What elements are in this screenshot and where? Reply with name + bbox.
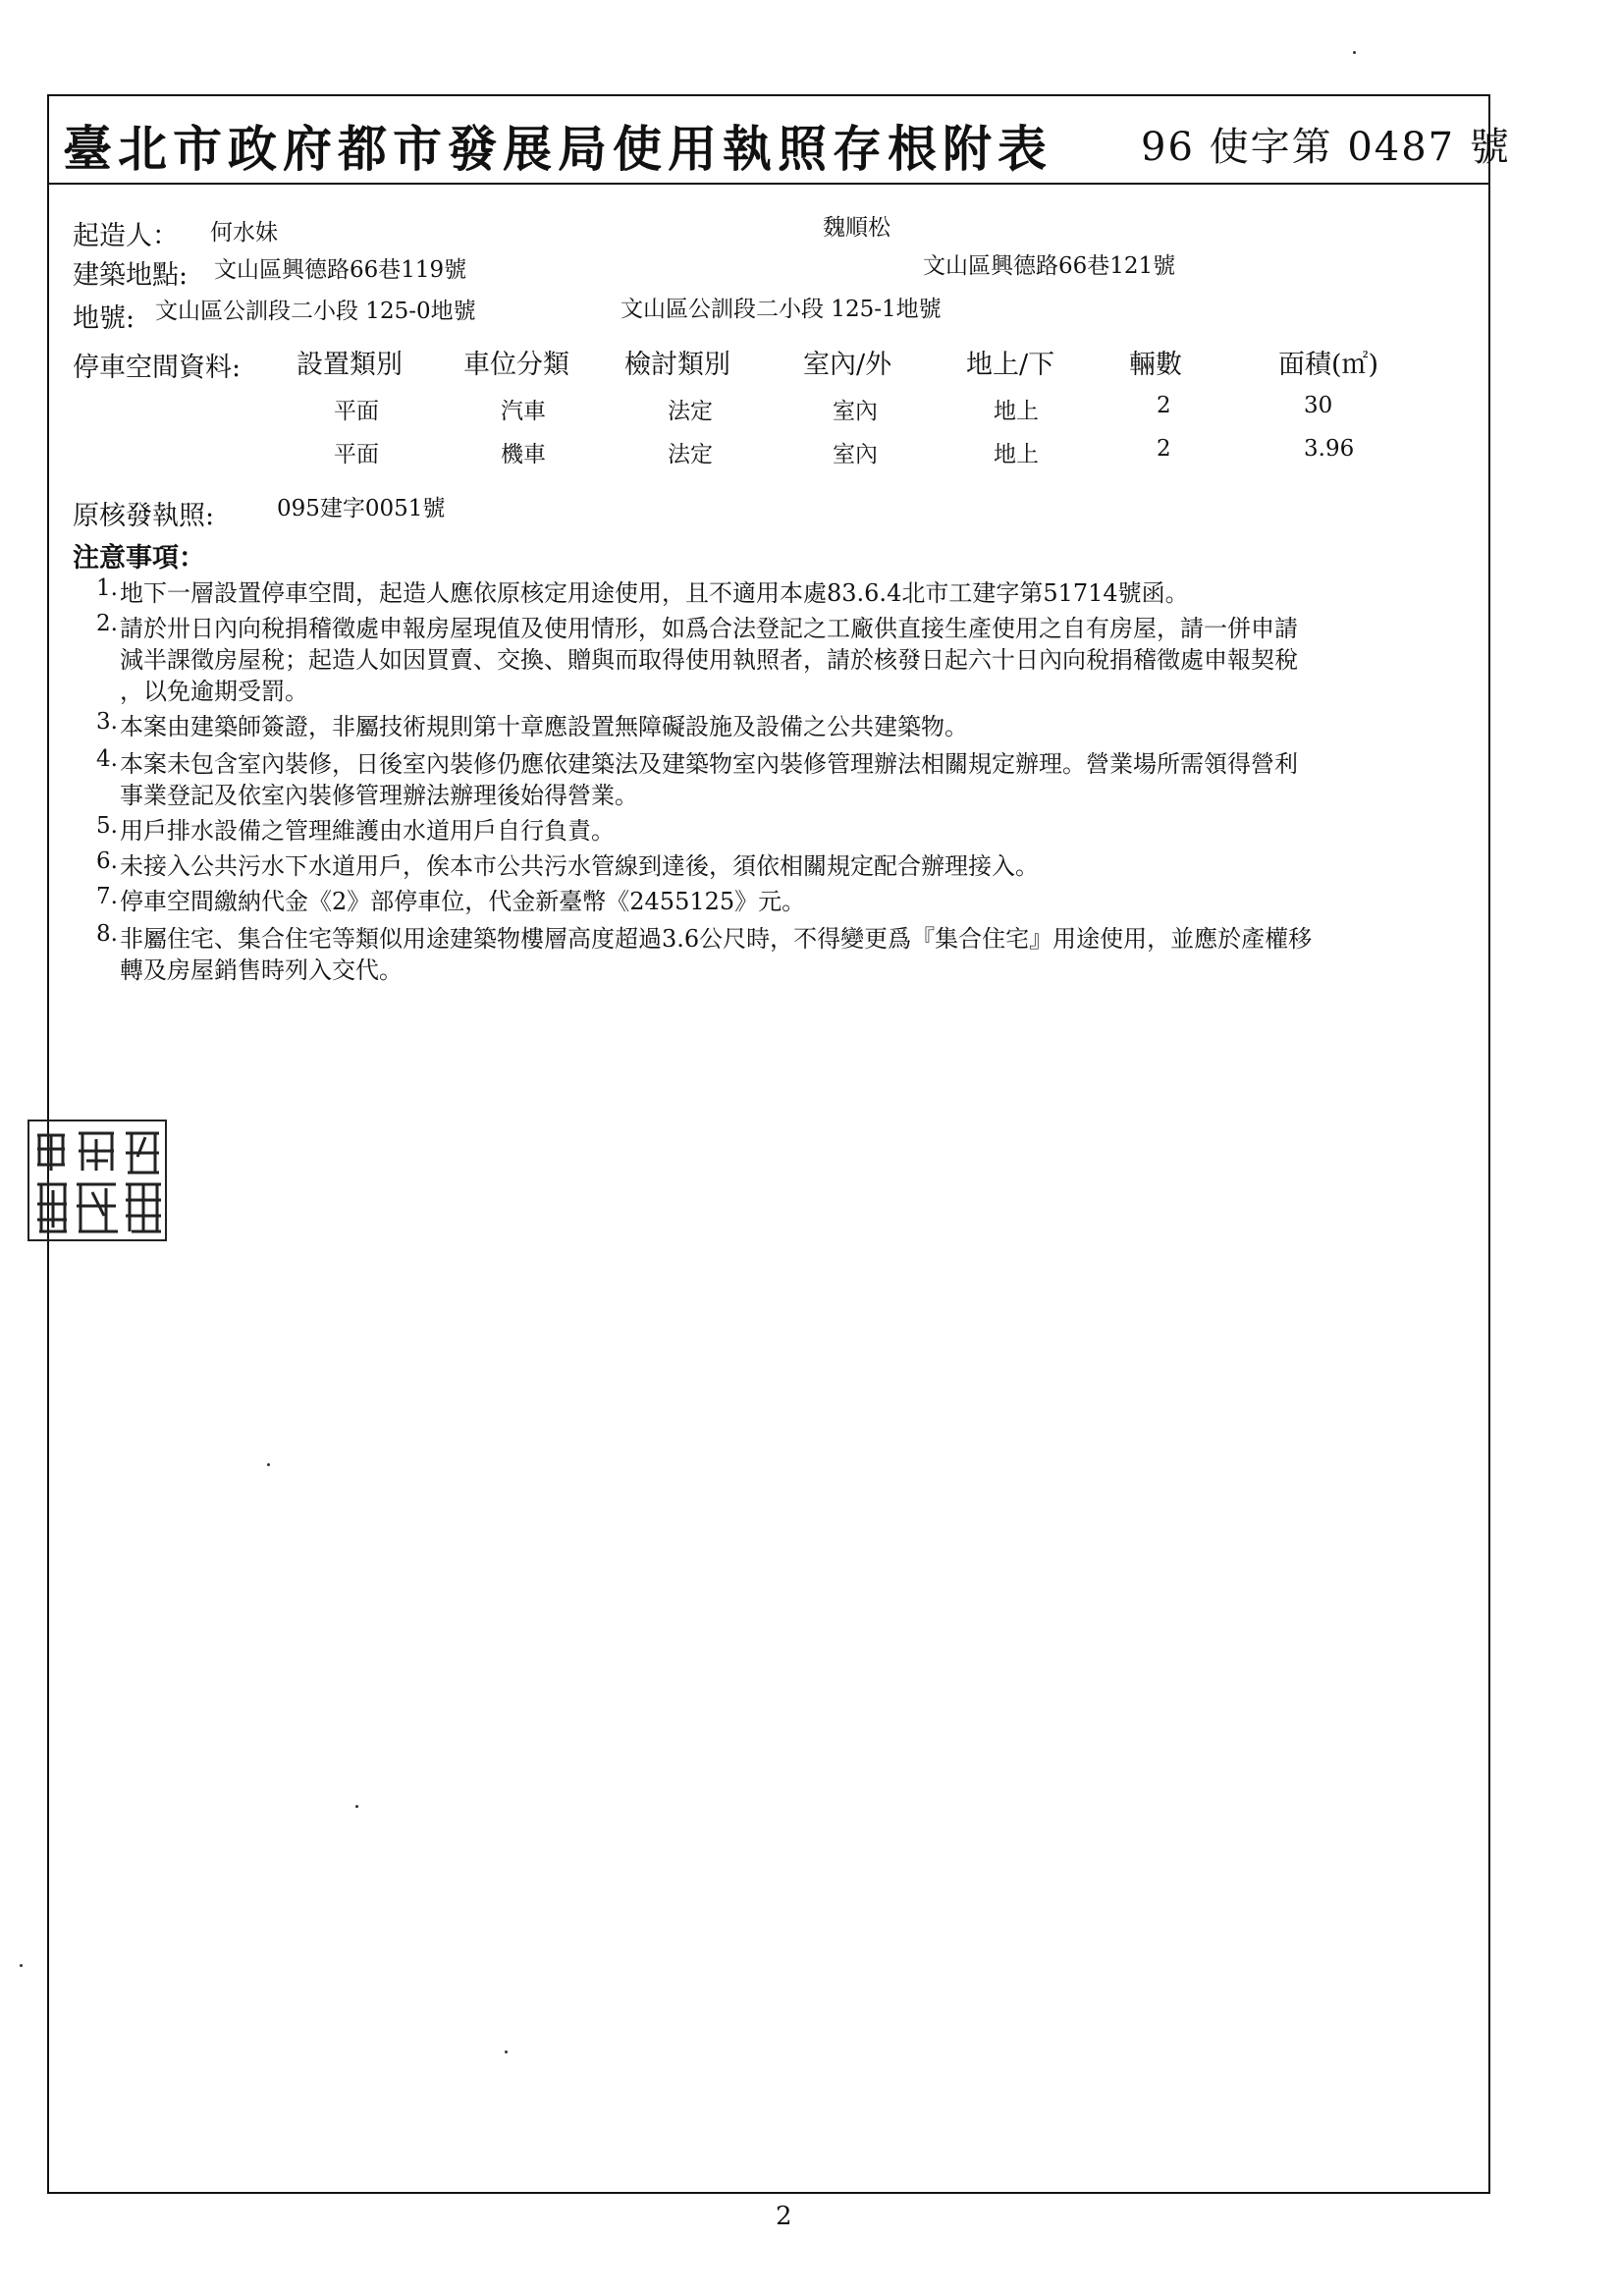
notes-label: 注意事項： xyxy=(73,543,205,574)
parking-header-indoor: 室內/外 xyxy=(803,350,892,380)
note-text: 本案由建築師簽證，非屬技術規則第十章應設置無障礙設施及設備之公共建築物。 xyxy=(120,713,968,740)
parking-header-area: 面積(㎡) xyxy=(1278,350,1379,380)
note-number: 5. xyxy=(96,813,118,839)
note-number: 8. xyxy=(96,921,118,947)
note-text: ，以免逾期受罰。 xyxy=(120,678,308,705)
permit-number: 96 使字第 0487 號 xyxy=(1141,125,1511,170)
page-number: 2 xyxy=(776,2202,792,2231)
official-seal-icon xyxy=(27,1120,167,1241)
note-text: 用戶排水設備之管理維護由水道用戶自行負責。 xyxy=(120,817,615,845)
parking-cell: 平面 xyxy=(334,399,379,424)
parking-cell: 機車 xyxy=(501,442,546,467)
scan-speck xyxy=(1353,51,1356,54)
scan-speck xyxy=(267,1463,270,1466)
note-text: 停車空間繳納代金《2》部停車位，代金新臺幣《2455125》元。 xyxy=(120,888,806,915)
applicant-name-1: 何水妹 xyxy=(210,220,278,246)
note-text: 非屬住宅、集合住宅等類似用途建築物樓層高度超過3.6公尺時，不得變更爲『集合住宅』用途使用，並應於產權移 xyxy=(120,925,1313,953)
site-address-2: 文山區興德路66巷121號 xyxy=(923,253,1176,279)
parking-cell: 法定 xyxy=(668,399,713,424)
document-frame xyxy=(47,94,1490,2194)
lot-label: 地號: xyxy=(73,303,135,334)
site-address-1: 文山區興德路66巷119號 xyxy=(214,257,467,283)
parking-cell: 室內 xyxy=(833,399,878,424)
note-text: 事業登記及依室內裝修管理辦法辦理後始得營業。 xyxy=(120,782,638,809)
applicant-label: 起造人： xyxy=(73,221,179,251)
note-text: 未接入公共污水下水道用戶，俟本市公共污水管線到達後，須依相關規定配合辦理接入。 xyxy=(120,852,1039,880)
note-number: 6. xyxy=(96,848,118,874)
note-text: 減半課徵房屋稅；起造人如因買賣、交換、贈與而取得使用執照者，請於核發日起六十日內向稅捐稽徵處申報契稅 xyxy=(120,646,1298,674)
note-number: 2. xyxy=(96,611,118,636)
scan-speck xyxy=(20,1964,23,1967)
original-permit-label: 原核發執照: xyxy=(73,501,215,531)
parking-cell: 2 xyxy=(1157,436,1171,462)
parking-header-category: 車位分類 xyxy=(463,350,569,380)
site-label: 建築地點: xyxy=(73,260,189,291)
note-text: 本案未包含室內裝修，日後室內裝修仍應依建築法及建築物室內裝修管理辦法相關規定辦理。營業場所需領得營利 xyxy=(120,750,1298,778)
parking-cell: 平面 xyxy=(334,442,379,467)
parking-header-count: 輛數 xyxy=(1129,350,1182,380)
parking-header-level: 地上/下 xyxy=(966,350,1055,380)
original-permit-value: 095建字0051號 xyxy=(277,496,446,521)
page-title: 臺北市政府都市發展局使用執照存根附表 xyxy=(63,120,1052,178)
parking-cell: 地上 xyxy=(994,442,1039,467)
note-text: 請於卅日內向稅捐稽徵處申報房屋現值及使用情形，如爲合法登記之工廠供直接生產使用之自有房屋，請一併申請 xyxy=(120,615,1298,642)
applicant-name-2: 魏順松 xyxy=(823,215,890,241)
parking-label: 停車空間資料: xyxy=(73,353,242,383)
scan-speck xyxy=(505,2050,508,2053)
parking-cell: 室內 xyxy=(833,442,878,467)
parking-cell: 汽車 xyxy=(501,399,546,424)
lot-number-2: 文山區公訓段二小段 125-1地號 xyxy=(620,297,942,322)
note-number: 1. xyxy=(96,575,118,601)
parking-cell: 地上 xyxy=(994,399,1039,424)
parking-header-review: 檢討類別 xyxy=(624,350,730,380)
scan-speck xyxy=(355,1805,358,1808)
parking-cell: 30 xyxy=(1304,393,1333,418)
parking-cell: 2 xyxy=(1157,393,1171,418)
parking-cell: 3.96 xyxy=(1304,436,1355,462)
lot-number-1: 文山區公訓段二小段 125-0地號 xyxy=(155,299,476,324)
note-text: 轉及房屋銷售時列入交代。 xyxy=(120,957,403,984)
title-divider xyxy=(47,183,1490,185)
note-number: 3. xyxy=(96,709,118,735)
note-number: 7. xyxy=(96,884,118,909)
note-number: 4. xyxy=(96,746,118,772)
parking-header-type: 設置類別 xyxy=(297,350,403,380)
note-text: 地下一層設置停車空間，起造人應依原核定用途使用，且不適用本處83.6.4北市工建字第51714號函。 xyxy=(120,579,1189,607)
parking-cell: 法定 xyxy=(668,442,713,467)
